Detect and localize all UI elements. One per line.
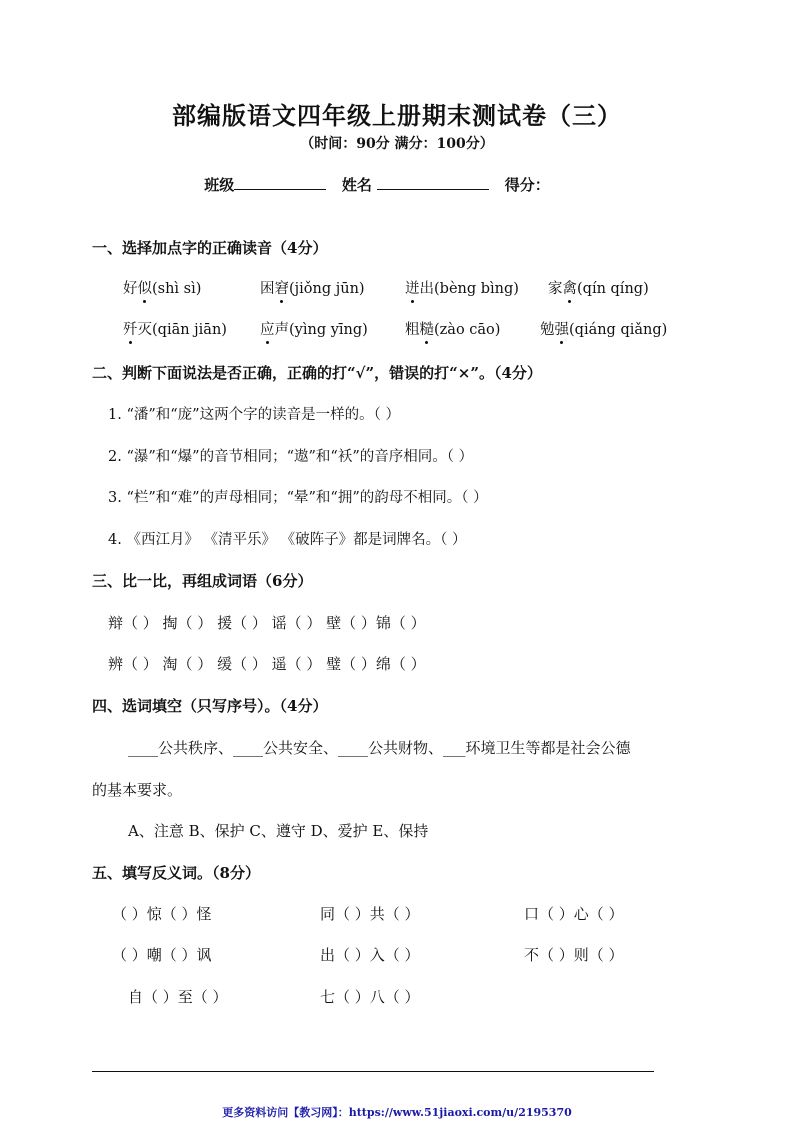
pinyin-item: 应声(yìng yīng) [260, 318, 368, 339]
antonym-item: 出（ ）入（ ） [320, 946, 420, 964]
class-label: 班级 [204, 176, 235, 194]
footer-divider [92, 1071, 654, 1072]
pinyin-item: 好似(shì sì) [123, 277, 201, 298]
antonym-item: 口（ ）心（ ） [524, 905, 624, 923]
pinyin-item: 家禽(qín qíng) [548, 277, 649, 298]
pinyin-item: 勉强(qiáng qiǎng) [540, 318, 667, 339]
exam-time-score: （时间：90分 满分：100分） [300, 136, 494, 152]
pinyin-item: 粗糙(zào cāo) [405, 318, 500, 339]
fill-sentence: ____公共秩序、____公共安全、____公共财物、___环境卫生等都是社会公德 [128, 739, 631, 757]
name-label: 姓名 [341, 176, 372, 194]
pinyin-item: 困窘(jiǒng jūn) [260, 277, 365, 298]
footer-link[interactable]: 更多资料访问【教习网】：https://www.51jiaoxi.com/u/2195370 [222, 1106, 572, 1119]
score-label: 得分： [504, 176, 550, 194]
judgement-item: 4. 《西江月》 《清平乐》 《破阵子》都是词牌名。（ ） [108, 532, 467, 548]
section4-heading: 四、选词填空（只写序号）。（4分） [92, 697, 328, 715]
antonym-item: 不（ ）则（ ） [524, 946, 624, 964]
antonym-item: 同（ ）共（ ） [320, 905, 420, 923]
section5-heading: 五、填写反义词。（8分） [92, 864, 260, 882]
compare-row-2: 辨（ ） 淘（ ） 缓（ ） 遥（ ） 璧（ ）绵（ ） [108, 655, 426, 673]
section3-heading: 三、比一比，再组成词语（6分） [92, 572, 313, 590]
word-options: A、注意 B、保护 C、遵守 D、爱护 E、保持 [128, 822, 429, 840]
class-blank[interactable] [234, 173, 326, 190]
antonym-item: 自（ ）至（ ） [128, 988, 228, 1006]
antonym-item: （ ）惊（ ）怪 [112, 905, 212, 923]
judgement-item: 1. “潘”和“庞”这两个字的读音是一样的。（ ） [108, 407, 400, 423]
fill-sentence-cont: 的基本要求。 [92, 781, 183, 799]
judgement-item: 3. “栏”和“难”的声母相同；“晕”和“拥”的韵母不相同。（ ） [108, 490, 488, 506]
pinyin-item: 迸出(bèng bìng) [405, 277, 519, 298]
pinyin-item: 歼灭(qiān jiān) [123, 318, 227, 339]
name-blank[interactable] [377, 173, 489, 190]
page-title: 部编版语文四年级上册期末测试卷（三） [172, 101, 622, 130]
student-info-line [0, 173, 794, 195]
judgement-item: 2. “瀑”和“爆”的音节相同；“遨”和“袄”的音序相同。（ ） [108, 449, 474, 465]
section1-heading: 一、选择加点字的正确读音（4分） [92, 239, 328, 257]
antonym-item: （ ）嘲（ ）讽 [112, 946, 212, 964]
antonym-item: 七（ ）八（ ） [320, 988, 420, 1006]
section2-heading: 二、判断下面说法是否正确，正确的打“√”，错误的打“×”。（4分） [92, 364, 542, 382]
compare-row-1: 辩（ ） 掏（ ） 援（ ） 谣（ ） 壁（ ）锦（ ） [108, 614, 426, 632]
